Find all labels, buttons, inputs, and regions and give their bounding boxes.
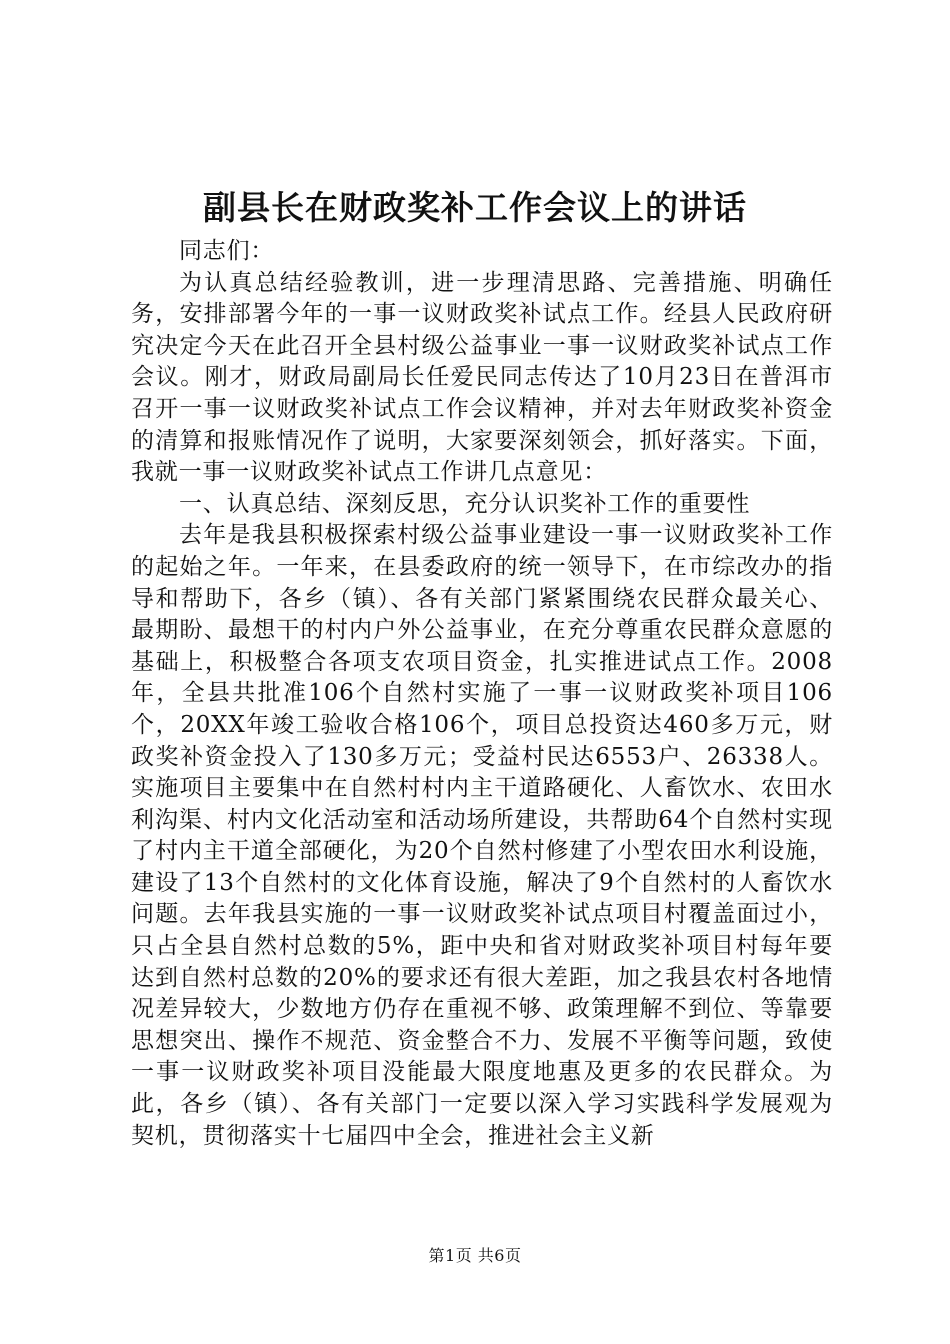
salutation: 同志们： (179, 238, 275, 264)
intro-paragraph: 为认真总结经验教训，进一步理清思路、完善措施、明确任务，安排部署今年的一事一议财政奖补试点工作。经县人民政府研究决定今天在此召开全县村级公益事业一事一议财政奖补试点工作会议。刚才，财政局副局长任爱民同志传达了10月23日在普洱市召开一事一议财政奖补试点工作会议精神，并对去年财政奖补资金的清算和报账情况作了说明，大家要深刻领会，抓好落实。下面，我就一事一议财政奖补试点工作讲几点意见： (131, 269, 833, 486)
section-paragraph: 去年是我县积极探索村级公益事业建设一事一议财政奖补工作的起始之年。一年来，在县委政府的统一领导下，在市综改办的指导和帮助下，各乡（镇）、各有关部门紧紧围绕农民群众最关心、最期盼、最想干的村内户外公益事业，在充分尊重农民群众意愿的基础上，积极整合各项支农项目资金，扎实推进试点工作。2008年，全县共批准106个自然村实施了一事一议财政奖补项目106个，20XX年竣工验收合格106个，项目总投资达460多万元，财政奖补资金投入了130多万元；受益村民达6553户、26338人。实施项目主要集中在自然村村内主干道路硬化、人畜饮水、农田水利沟渠、村内文化活动室和活动场所建设，共帮助64个自然村实现了村内主干道全部硬化，为20个自然村修建了小型农田水利设施，建设了13个自然村的文化体育设施，解决了9个自然村的人畜饮水问题。去年我县实施的一事一议财政奖补试点项目村覆盖面过小，只占全县自然村总数的5%，距中央和省对财政奖补项目村每年要达到自然村总数的20%的要求还有很大差距，加之我县农村各地情况差异较大，少数地方仍存在重视不够、政策理解不到位、等靠要思想突出、操作不规范、资金整合不力、发展不平衡等问题，致使一事一议财政奖补项目没能最大限度地惠及更多的农民群众。为此，各乡（镇）、各有关部门一定要以深入学习实践科学发展观为契机，贯彻落实十七届四中全会，推进社会主义新 (131, 522, 833, 1149)
document-title: 副县长在财政奖补工作会议上的讲话 (203, 188, 747, 227)
section-heading: 一、认真总结、深刻反思，充分认识奖补工作的重要性 (179, 490, 751, 517)
document-body (131, 236, 833, 1152)
page-number-footer: 第1页 共6页 (428, 1246, 522, 1265)
